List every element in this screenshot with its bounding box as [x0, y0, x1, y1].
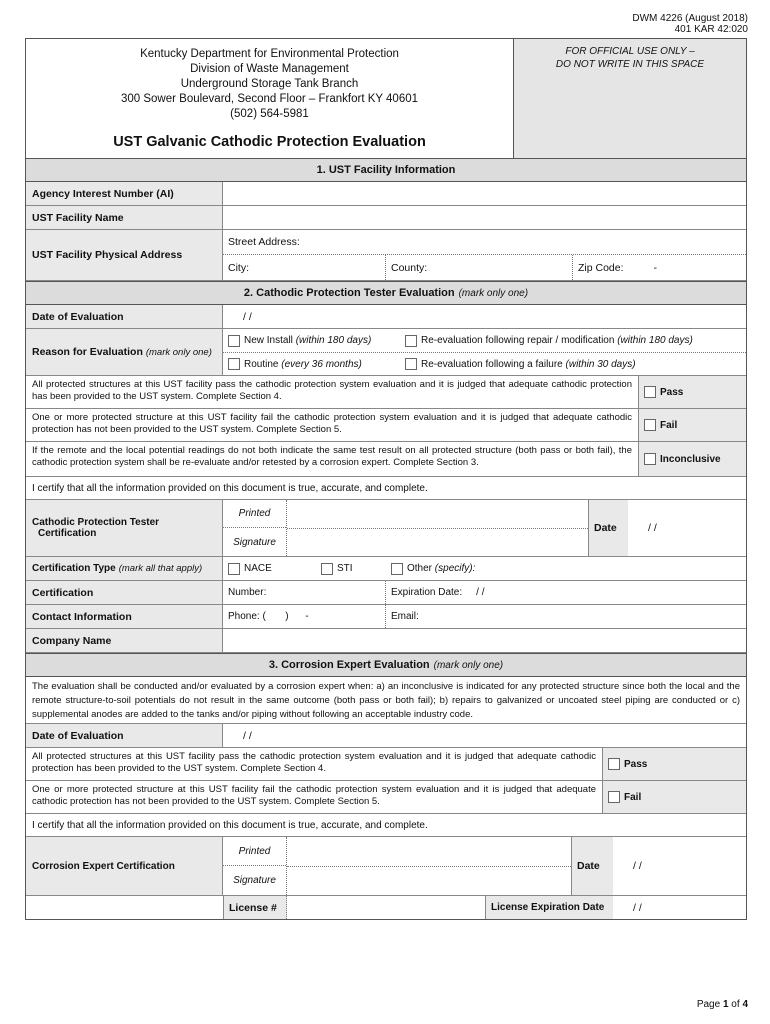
evaluation-form — [25, 38, 747, 920]
s3-pass-row: All protected structures at this UST facility pass the cathodic protection system evaluation and it is judged that adequate cathodic protection has been provided to the UST system. Complete Section 4. Pass — [26, 748, 746, 781]
document-code: DWM 4226 (August 2018) 401 KAR 42:020 — [632, 13, 748, 35]
s2-pass-option[interactable]: Pass — [638, 376, 746, 408]
official-use-box: FOR OFFICIAL USE ONLY – DO NOT WRITE IN THIS SPACE — [513, 39, 746, 158]
form-header — [26, 39, 746, 159]
s3-date-input[interactable]: / / — [243, 729, 252, 742]
phone-input[interactable]: Phone: ( ) - — [223, 605, 386, 628]
county-input[interactable]: County: — [386, 255, 573, 280]
tester-date-input[interactable]: / / — [648, 522, 657, 534]
agency-block: Kentucky Department for Environmental Protection Division of Waste Management Underground Storage Tank Branch 300 Sower Boulevard, Second Floor – Frankfort KY 40601 (502) 564-5981 UST Galvanic Cathodic Protection Evaluation — [26, 39, 513, 158]
reason-new-install[interactable]: New Install (within 180 days) — [223, 335, 400, 347]
reason-row: Reason for Evaluation (mark only one) New Install (within 180 days) Re-evaluation following repair / modification (within 180 days) Routine (every 36 months) Re-evaluation following a failure (within 30 days) — [26, 329, 746, 376]
s2-pass-checkbox[interactable] — [644, 386, 656, 398]
facility-name-input[interactable] — [223, 206, 746, 229]
email-input[interactable]: Email: — [391, 611, 419, 622]
zip-input[interactable]: Zip Code: - — [578, 261, 658, 274]
sti-checkbox[interactable] — [321, 563, 333, 575]
license-number-input[interactable] — [287, 896, 485, 919]
reason-repair[interactable]: Re-evaluation following repair / modification (within 180 days) — [400, 335, 746, 347]
tester-cert-row: Cathodic Protection Tester Certification Printed Signature Date / / — [26, 500, 746, 557]
section-2-header: 2. Cathodic Protection Tester Evaluation (mark only one) — [26, 281, 746, 305]
s3-pass-checkbox[interactable] — [608, 758, 620, 770]
expert-signature-input[interactable] — [287, 867, 571, 895]
page-number: Page 1 of 4 — [696, 999, 748, 1010]
cert-type-row: Certification Type (mark all that apply) NACE STI Other (specify): — [26, 557, 746, 581]
license-expiration-input[interactable]: / / — [633, 901, 642, 914]
s3-intro: The evaluation shall be conducted and/or evaluated by a corrosion expert when: a) an inconclusive is indicated for any protected structure since both the local and the remote structure-to-soil potentials do not result in the same outcome (both pass or both fail); b) repairs to galvanized or uncoated steel piping are conducted or c) supplemental anodes are added to the tanks and/or piping without following an acceptable industry code. — [26, 677, 746, 724]
s3-certify-statement: I certify that all the information provided on this document is true, accurate, and complete. — [26, 814, 746, 837]
s2-inconclusive-row: If the remote and the local potential readings do not both indicate the same test result on all protected structure (both pass or both fail), the cathodic protection system shall be re-evaluate and/or retested by a corrosion expert. Complete Section 3. Inconclusive — [26, 442, 746, 477]
section-3-header: 3. Corrosion Expert Evaluation (mark only one) — [26, 653, 746, 677]
facility-name-row: UST Facility Name — [26, 206, 746, 230]
new-install-checkbox[interactable] — [228, 335, 240, 347]
s2-inconclusive-checkbox[interactable] — [644, 453, 656, 465]
expert-cert-row: Corrosion Expert Certification Printed Signature Date / / — [26, 837, 746, 896]
certification-row: Certification Number: Expiration Date: / / — [26, 581, 746, 605]
section-1-header: 1. UST Facility Information — [26, 159, 746, 182]
failure-checkbox[interactable] — [405, 358, 417, 370]
s2-date-row: Date of Evaluation / / — [26, 305, 746, 329]
expert-date-input[interactable]: / / — [633, 860, 642, 872]
reason-failure[interactable]: Re-evaluation following a failure (within 30 days) — [400, 358, 746, 370]
routine-checkbox[interactable] — [228, 358, 240, 370]
s2-fail-option[interactable]: Fail — [638, 409, 746, 441]
other-checkbox[interactable] — [391, 563, 403, 575]
s2-fail-row: One or more protected structure at this UST facility fail the cathodic protection system evaluation and it is judged that adequate cathodic protection has not been provided to the UST system. Complete Section 5. Fail — [26, 409, 746, 442]
s3-fail-option[interactable]: Fail — [602, 781, 746, 813]
nace-option[interactable]: NACE — [223, 557, 316, 580]
ai-input[interactable] — [223, 182, 746, 205]
city-input[interactable]: City: — [223, 255, 386, 280]
tester-printed-input[interactable] — [287, 500, 588, 529]
sti-option[interactable]: STI — [316, 557, 386, 580]
s2-pass-row: All protected structures at this UST facility pass the cathodic protection system evaluation and it is judged that adequate cathodic protection has been provided to the UST system. Complete Section 4. Pass — [26, 376, 746, 409]
repair-checkbox[interactable] — [405, 335, 417, 347]
form-title: UST Galvanic Cathodic Protection Evaluation — [113, 134, 426, 150]
contact-row: Contact Information Phone: ( ) - Email: — [26, 605, 746, 629]
s2-fail-checkbox[interactable] — [644, 419, 656, 431]
company-row: Company Name — [26, 629, 746, 653]
street-input[interactable]: Street Address: — [223, 230, 746, 255]
cert-expiration-input[interactable]: Expiration Date: / / — [391, 587, 485, 598]
expert-printed-input[interactable] — [287, 837, 571, 867]
s2-inconclusive-option[interactable]: Inconclusive — [638, 442, 746, 476]
cert-number-input[interactable]: Number: — [223, 581, 386, 604]
address-row: UST Facility Physical Address Street Address: City: County: Zip Code: - — [26, 230, 746, 281]
s3-fail-checkbox[interactable] — [608, 791, 620, 803]
nace-checkbox[interactable] — [228, 563, 240, 575]
s2-date-input[interactable]: / / — [243, 310, 252, 323]
ai-row: Agency Interest Number (AI) — [26, 182, 746, 206]
reason-routine[interactable]: Routine (every 36 months) — [223, 358, 400, 370]
company-input[interactable] — [223, 629, 746, 652]
other-option[interactable]: Other (specify): — [386, 557, 746, 580]
tester-signature-input[interactable] — [287, 529, 588, 556]
license-row: License # License Expiration Date / / — [26, 896, 746, 919]
s3-pass-option[interactable]: Pass — [602, 748, 746, 780]
s2-certify-statement: I certify that all the information provided on this document is true, accurate, and complete. — [26, 477, 746, 500]
s3-fail-row: One or more protected structure at this UST facility fail the cathodic protection system evaluation and it is judged that adequate cathodic protection has not been provided to the UST system. Complete Section 5. Fail — [26, 781, 746, 814]
s3-date-row: Date of Evaluation / / — [26, 724, 746, 748]
